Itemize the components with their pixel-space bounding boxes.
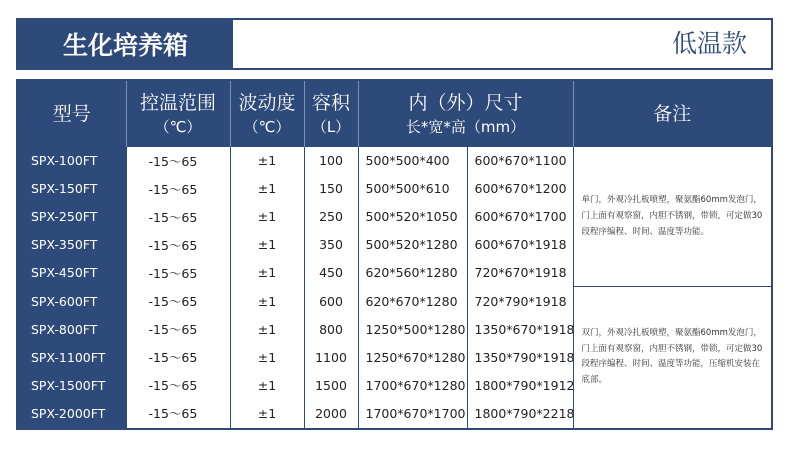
model-cell: SPX-1500FT [18, 371, 126, 399]
outer-size-cell: 1800*790*1912 [467, 371, 573, 399]
model-cell: SPX-100FT [18, 147, 126, 175]
page-title: 生化培养箱 [18, 20, 233, 68]
volume-cell: 600 [304, 287, 358, 315]
model-cell: SPX-450FT [18, 259, 126, 287]
volume-cell: 100 [304, 147, 358, 175]
outer-size-cell: 720*670*1918 [467, 259, 573, 287]
fluctuation-cell: ±1 [230, 259, 304, 287]
volume-cell: 1500 [304, 371, 358, 399]
outer-size-cell: 1800*790*2218 [467, 399, 573, 427]
temp-range-cell: -15～65 [126, 231, 230, 259]
temp-range-cell: -15～65 [126, 343, 230, 371]
volume-cell: 1100 [304, 343, 358, 371]
temp-range-cell: -15～65 [126, 371, 230, 399]
temp-range-cell: -15～65 [126, 203, 230, 231]
inner-size-cell: 1700*670*1280 [358, 371, 467, 399]
temp-range-cell: -15～65 [126, 147, 230, 175]
temp-range-cell: -15～65 [126, 287, 230, 315]
fluctuation-cell: ±1 [230, 315, 304, 343]
model-cell: SPX-1100FT [18, 343, 126, 371]
fluctuation-cell: ±1 [230, 371, 304, 399]
table-row [18, 147, 771, 175]
volume-cell: 150 [304, 175, 358, 203]
model-cell: SPX-250FT [18, 203, 126, 231]
volume-cell: 350 [304, 231, 358, 259]
spec-table-container [16, 79, 773, 430]
volume-cell: 2000 [304, 399, 358, 427]
model-cell: SPX-800FT [18, 315, 126, 343]
model-cell: SPX-600FT [18, 287, 126, 315]
fluctuation-cell: ±1 [230, 147, 304, 175]
volume-cell: 250 [304, 203, 358, 231]
inner-size-cell: 500*520*1280 [358, 231, 467, 259]
volume-cell: 800 [304, 315, 358, 343]
temp-range-cell: -15～65 [126, 175, 230, 203]
header-note: 备注 [573, 81, 771, 147]
table-row [18, 287, 771, 315]
temp-range-cell: -15～65 [126, 259, 230, 287]
outer-size-cell: 720*790*1918 [467, 287, 573, 315]
outer-size-cell: 600*670*1700 [467, 203, 573, 231]
inner-size-cell: 620*560*1280 [358, 259, 467, 287]
fluctuation-cell: ±1 [230, 399, 304, 427]
page-subtitle: 低温款 [671, 29, 747, 58]
inner-size-cell: 500*520*1050 [358, 203, 467, 231]
model-cell: SPX-350FT [18, 231, 126, 259]
header-dimensions: 内（外）尺寸 长*宽*高（mm） [358, 81, 573, 147]
note-double-door: 双门，外观冷扎板喷塑，聚氨酯60mm发泡门，门上面有观察窗，内胆不锈钢，带锁，可定做30段程序编程、时间、温度等功能，压缩机安装在底部。 [573, 287, 771, 428]
outer-size-cell: 600*670*1918 [467, 231, 573, 259]
inner-size-cell: 620*670*1280 [358, 287, 467, 315]
outer-size-cell: 600*670*1200 [467, 175, 573, 203]
fluctuation-cell: ±1 [230, 175, 304, 203]
fluctuation-cell: ±1 [230, 231, 304, 259]
model-cell: SPX-150FT [18, 175, 126, 203]
header-fluctuation: 波动度 （℃） [230, 81, 304, 147]
fluctuation-cell: ±1 [230, 287, 304, 315]
inner-size-cell: 1250*500*1280 [358, 315, 467, 343]
inner-size-cell: 1250*670*1280 [358, 343, 467, 371]
outer-size-cell: 1350*790*1918 [467, 343, 573, 371]
inner-size-cell: 500*500*400 [358, 147, 467, 175]
header-model: 型号 [18, 81, 126, 147]
header-volume: 容积 （L） [304, 81, 358, 147]
temp-range-cell: -15～65 [126, 315, 230, 343]
table-header-row [18, 81, 771, 147]
fluctuation-cell: ±1 [230, 203, 304, 231]
outer-size-cell: 1350*670*1918 [467, 315, 573, 343]
outer-size-cell: 600*670*1100 [467, 147, 573, 175]
fluctuation-cell: ±1 [230, 343, 304, 371]
volume-cell: 450 [304, 259, 358, 287]
header-temp-range: 控温范围 （℃） [126, 81, 230, 147]
inner-size-cell: 500*500*610 [358, 175, 467, 203]
temp-range-cell: -15～65 [126, 399, 230, 427]
inner-size-cell: 1700*670*1700 [358, 399, 467, 427]
model-cell: SPX-2000FT [18, 399, 126, 427]
note-single-door: 单门，外观冷扎板喷塑，聚氨酯60mm发泡门，门上面有观察窗，内胆不锈钢，带锁，可定做30段程序编程、时间、温度等功能。 [573, 147, 771, 287]
title-bar [16, 18, 773, 70]
spec-table [18, 81, 771, 428]
